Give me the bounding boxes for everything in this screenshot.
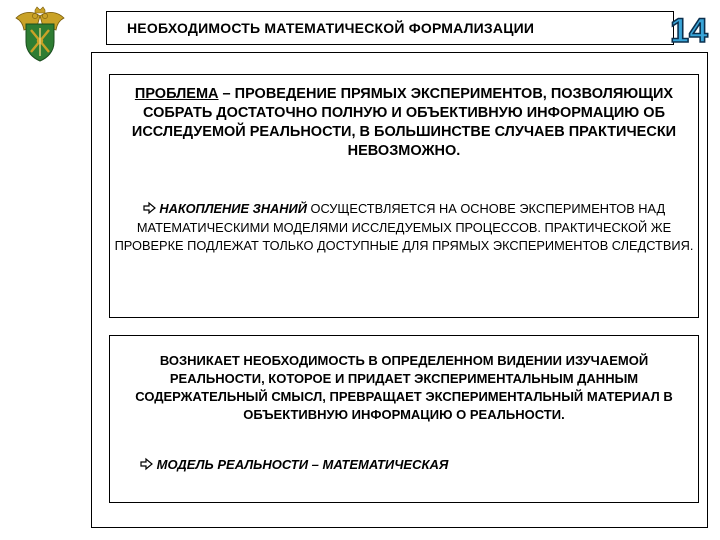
page-number-badge [672,6,706,48]
necessity-text: ВОЗНИКАЕТ НЕОБХОДИМОСТЬ В ОПРЕДЕЛЕННОМ ВИДЕНИИ ИЗУЧАЕМОЙ РЕАЛЬНОСТИ, КОТОРОЕ И ПРИДАЕТ ЭКСПЕРИМЕНТАЛЬНЫМ ДАННЫМ СОДЕРЖАТЕЛЬНЫЙ СМЫСЛ, ПРЕВРАЩАЕТ ЭКСПЕРИМЕНТАЛЬНЫЙ МАТЕРИАЛ В ОБЪЕКТИВНУЮ ИНФОРМАЦИЮ О РЕАЛЬНОСТИ. [135,353,673,422]
problem-statement [120,85,688,161]
page-number-text: 14 [670,12,708,50]
emblem-logo [14,6,66,64]
necessity-statement [112,352,696,424]
page-title [106,11,674,45]
knowledge-accumulation-paragraph [104,200,704,255]
arrow-right-icon [143,201,156,219]
arrow-right-icon [140,458,153,473]
accumulation-lead: НАКОПЛЕНИЕ ЗНАНИЙ [159,201,307,216]
model-text: МОДЕЛЬ РЕАЛЬНОСТИ – МАТЕМАТИЧЕСКАЯ [156,457,449,472]
model-statement [140,457,448,473]
problem-term: ПРОБЛЕМА [134,86,219,102]
accumulation-text: ОСУЩЕСТВЛЯЕТСЯ НА ОСНОВЕ ЭКСПЕРИМЕНТОВ НАД МАТЕМАТИЧЕСКИМИ МОДЕЛЯМИ ИССЛЕДУЕМЫХ ПРОЦЕССОВ. ПРАКТИЧЕСКОЙ ЖЕ ПРОВЕРКЕ ПОДЛЕЖАТ ТОЛЬКО ДОСТУПНЫЕ ДЛЯ ПРЯМЫХ ЭКСПЕРИМЕНТОВ СЛЕДСТВИЯ. [114,201,694,253]
problem-text: – ПРОВЕДЕНИЕ ПРЯМЫХ ЭКСПЕРИМЕНТОВ, ПОЗВОЛЯЮЩИХ СОБРАТЬ ДОСТАТОЧНО ПОЛНУЮ И ОБЪЕКТИВНУЮ ИНФОРМАЦИЮ ОБ ИССЛЕДУЕМОЙ РЕАЛЬНОСТИ, В БОЛЬШИНСТВЕ СЛУЧАЕВ ПРАКТИЧЕСКИ НЕВОЗМОЖНО. [131,86,677,159]
page-title-text: НЕОБХОДИМОСТЬ МАТЕМАТИЧЕСКОЙ ФОРМАЛИЗАЦИИ [127,20,535,36]
